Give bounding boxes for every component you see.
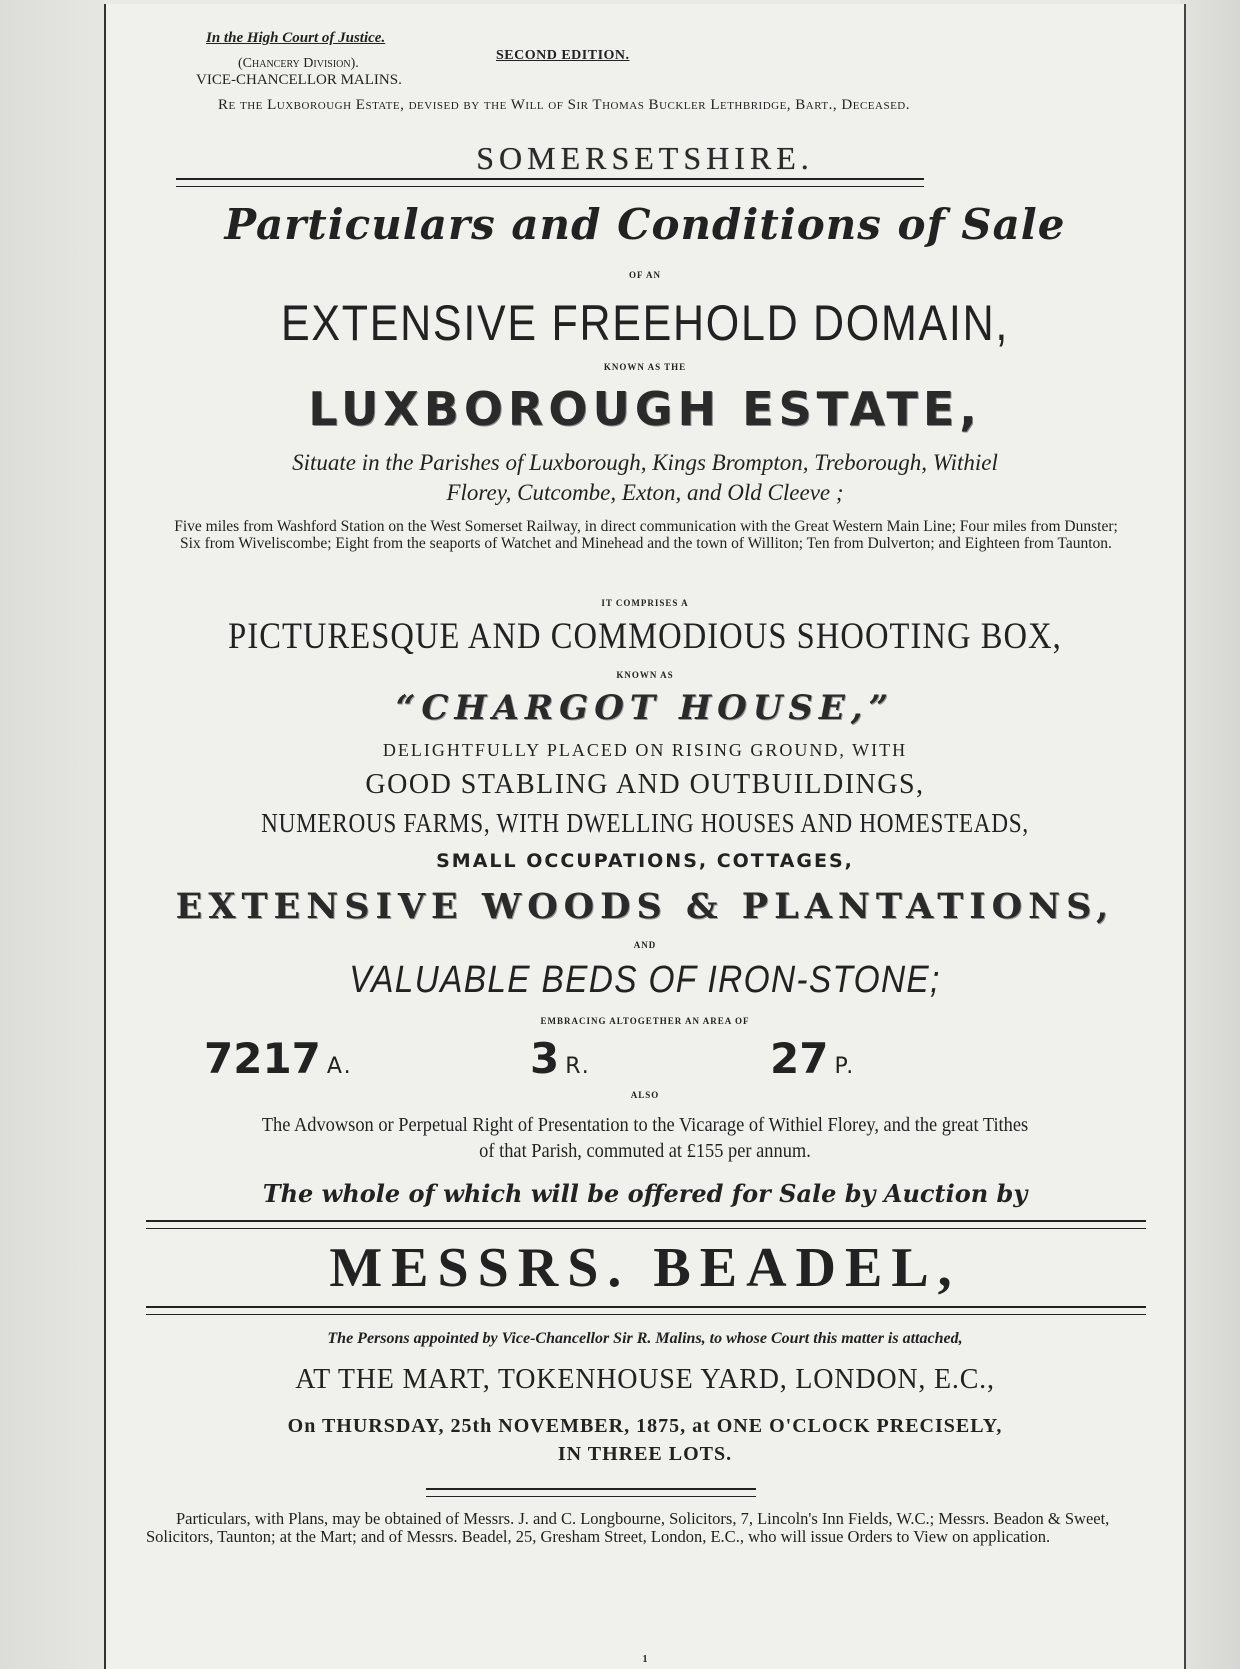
shooting-box-heading: PICTURESQUE AND COMMODIOUS SHOOTING BOX,: [228, 616, 1062, 657]
perches-value: 27: [770, 1034, 829, 1083]
farms-line: NUMEROUS FARMS, WITH DWELLING HOUSES AND HOMESTEADS,: [261, 808, 1029, 838]
situate-line-2: Florey, Cutcombe, Exton, and Old Cleeve ;: [446, 480, 844, 505]
date-line: On THURSDAY, 25th NOVEMBER, 1875, at ONE O'CLOCK PRECISELY,: [287, 1415, 1003, 1437]
advowson-line-1: The Advowson or Perpetual Right of Presentation to the Vicarage of Withiel Florey, and the great Tithes: [261, 1114, 1029, 1136]
and-note: AND: [633, 940, 657, 950]
re-line: Re the Luxborough Estate, devised by the Will of Sir Thomas Buckler Lethbridge, Bart., Deceased.: [218, 97, 910, 113]
persons-line: The Persons appointed by Vice-Chancellor Sir R. Malins, to whose Court this matter is attached,: [327, 1330, 963, 1347]
particulars-title: Particulars and Conditions of Sale: [224, 200, 1066, 249]
it-comprises-note: IT COMPRISES A: [601, 598, 689, 608]
acres-unit: A.: [326, 1054, 353, 1079]
division-line: (Chancery Division).: [238, 56, 359, 71]
perches-unit: P.: [834, 1054, 856, 1079]
date-block: [106, 1412, 1184, 1468]
roods-value: 3: [530, 1034, 560, 1083]
embracing-note: EMBRACING ALTOGETHER AN AREA OF: [540, 1016, 750, 1026]
page-number: 1: [642, 1654, 648, 1665]
roods-unit: R.: [565, 1054, 591, 1079]
also-note: ALSO: [630, 1090, 660, 1100]
auction-line: The whole of which will be offered for Sale by Auction by: [262, 1179, 1028, 1208]
house-name: “CHARGOT HOUSE,”: [395, 688, 895, 728]
area-roods: [530, 1034, 591, 1083]
situate-block: [106, 448, 1184, 508]
woods-line: EXTENSIVE WOODS & PLANTATIONS,: [175, 886, 1115, 927]
county-heading: SOMERSETSHIRE.: [476, 140, 814, 176]
advowson-block: [149, 1112, 1141, 1164]
delightfully-line: DELIGHTFULLY PLACED ON RISING GROUND, WITH: [382, 740, 908, 760]
situate-line-1: Situate in the Parishes of Luxborough, Kings Brompton, Treborough, Withiel: [292, 450, 998, 475]
rule-top: [176, 178, 924, 187]
lots-line: IN THREE LOTS.: [557, 1443, 733, 1465]
acres-value: 7217: [204, 1034, 321, 1083]
occupations-line: SMALL OCCUPATIONS, COTTAGES,: [436, 850, 854, 872]
domain-heading: EXTENSIVE FREEHOLD DOMAIN,: [280, 295, 1010, 351]
of-an-note: OF AN: [629, 270, 661, 280]
stabling-line: GOOD STABLING AND OUTBUILDINGS,: [365, 769, 925, 800]
iron-stone-line: VALUABLE BEDS OF IRON-STONE;: [349, 959, 941, 1001]
rule-short: [426, 1488, 756, 1497]
auctioneer-name: MESSRS. BEADEL,: [329, 1237, 961, 1299]
page-shadow-left: [0, 0, 104, 1669]
rule-above-auctioneer: [146, 1220, 1146, 1229]
rule-below-auctioneer: [146, 1306, 1146, 1315]
known-as-the-note: KNOWN AS THE: [603, 362, 687, 372]
estate-name: LUXBOROUGH ESTATE,: [308, 382, 982, 436]
court-heading: In the High Court of Justice.: [206, 30, 386, 46]
sale-particulars-page: [104, 4, 1186, 1669]
distances-paragraph: Five miles from Washford Station on the West Somerset Railway, in direct communication with the Great Western Main Line; Four miles from Dunster; Six from Wiveliscombe; Eight from the seaports of Watchet and Minehead and the town of Williton; Ten from Dulverton; and Eighteen from Taunton.: [174, 518, 1118, 552]
known-as-note: KNOWN AS: [616, 670, 674, 680]
edition-label: SECOND EDITION.: [496, 48, 630, 63]
judge-line: VICE-CHANCELLOR MALINS.: [196, 72, 402, 88]
footer-note: Particulars, with Plans, may be obtained of Messrs. J. and C. Longbourne, Solicitors, 7, Lincoln's Inn Fields, W.C.; Messrs. Beadon & Sweet, Solicitors, Taunton; at the Mart; and of Messrs. Beadel, 25, Gresham Street, London, E.C., who will issue Orders to View on application.: [146, 1509, 1110, 1546]
area-perches: [770, 1034, 855, 1083]
page-shadow-right: [1180, 0, 1240, 1669]
area-acres: [204, 1034, 353, 1083]
advowson-line-2: of that Parish, commuted at £155 per annum.: [479, 1140, 811, 1162]
venue-line: AT THE MART, TOKENHOUSE YARD, LONDON, E.C.,: [295, 1364, 995, 1395]
